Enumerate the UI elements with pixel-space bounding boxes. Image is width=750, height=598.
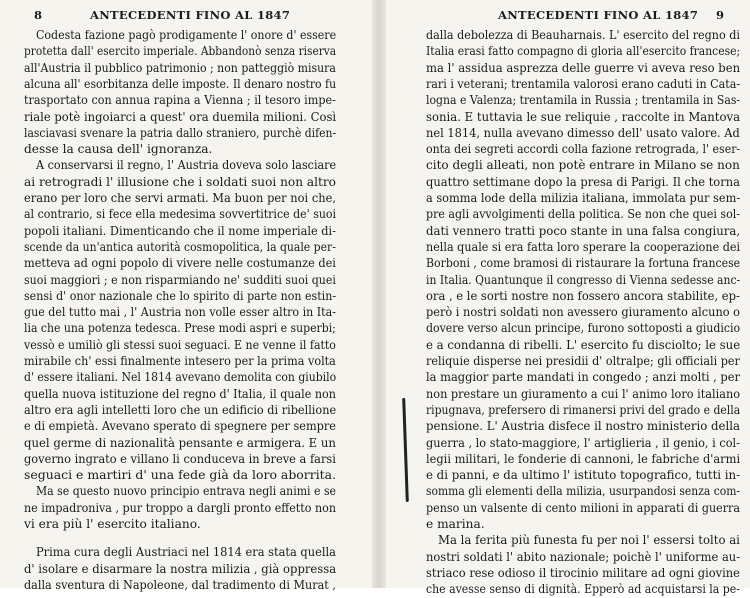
text-line: sonia. E tuttavia le sue reliquie , raccolte in Mantova bbox=[426, 109, 741, 124]
text-line: vessò e umiliò gli stessi suoi seguaci. E ne venne il fatto bbox=[24, 337, 336, 352]
text-line: in Italia. Quantunque il congresso di Vienna sedesse anc- bbox=[426, 272, 741, 287]
text-line: erano per loro che servi armati. Ma buon per noi che, bbox=[24, 191, 337, 205]
text-line: nella quale si era fatta loro sperare la cooperazione dei bbox=[426, 239, 741, 254]
text-line: penso un valsente di cento milioni in apparati di guerra bbox=[426, 500, 740, 515]
running-head: ANTECEDENTI FINO AL 1847 bbox=[498, 8, 699, 22]
text-line: al contrario, si fece ella medesima sovvertitrice de' suoi bbox=[24, 207, 337, 222]
text-line: Borboni , come bramosi di ristaurare la fortuna francese bbox=[426, 256, 741, 271]
text-line: guerra , lo stato-maggiore, l' artiglieria , il genio, i col- bbox=[426, 435, 741, 450]
text-line: nel 1814, nulla avevano dimesso dell' usato valore. Ad bbox=[426, 125, 740, 140]
text-line: però i nostri soldati non avessero giuramento alcuno o bbox=[426, 305, 741, 320]
text-line: ai retrogradi l' illusione che i soldati suoi non altro bbox=[24, 174, 336, 189]
text-line: striaco rese odioso il tirocinio militare ad ogni giovine bbox=[426, 565, 740, 580]
text-line: rari i veterani; trentamila valorosi erano caduti in Cata- bbox=[426, 76, 741, 91]
text-line: sensi d' onor nazionale che lo spirito di parte non estin- bbox=[24, 288, 337, 303]
text-line: e di empietà. Avevano sperato di spegnere per sempre bbox=[24, 419, 336, 434]
text-line: a somma lode della milizia italiana, immolata pur sem- bbox=[426, 191, 741, 205]
text-line: legii militari, le fonderie di cannoni, le fabriche d'armi bbox=[426, 451, 741, 466]
right-page bbox=[386, 0, 750, 597]
text-line: Prima cura degli Austriaci nel 1814 era stata quella bbox=[36, 545, 336, 560]
text-line: suoi maggiori ; e non risparmiando ne' sudditi suoi quei bbox=[24, 272, 336, 287]
text-line: popoli italiani. Dimenticando che il nome imperiale di- bbox=[24, 223, 336, 238]
text-line: pre agli avvolgimenti della politica. Se non che quei sol- bbox=[426, 207, 741, 222]
running-head: ANTECEDENTI FINO AL 1847 bbox=[90, 8, 291, 22]
text-line: Ma se questo nuovo principio entrava negli animi e se bbox=[36, 484, 337, 499]
text-line: la maggior parte mandati in congedo ; anzi molti , per bbox=[426, 370, 740, 385]
text-line: alcuna all' esorbitanza delle imposte. Il denaro nostro fu bbox=[24, 76, 337, 91]
text-line: quattro settimane dopo la presa di Parigi. Il che torna bbox=[426, 174, 740, 189]
left-page bbox=[0, 0, 372, 592]
text-line: dovere verso alcun principe, furono sottoposti a giudicio bbox=[426, 321, 741, 336]
text-line: riale potè ingoiarci a quest' ora duemila milioni. Così bbox=[24, 109, 337, 124]
text-line: lia che una potenza tedesca. Prese modi aspri e superbi; bbox=[24, 321, 336, 336]
text-line: somma gli elementi della milizia, usurpandosi senza com- bbox=[426, 484, 741, 499]
text-line: governo ingrato e villano li conduceva in breve a farsi bbox=[24, 451, 336, 466]
text-line: trasportato con annua rapina a Vienna ; il tesoro impe- bbox=[24, 93, 336, 108]
text-line: desse la causa dell' ignoranza. bbox=[24, 142, 213, 157]
text-line: pensione. L' Austria disfece il nostro ministerio della bbox=[426, 419, 740, 434]
text-line: dalla sventura di Napoleone, dal tradimento di Murat , bbox=[24, 577, 336, 592]
text-line: lasciavasi svenare la patria dallo straniero, purchè difen- bbox=[24, 125, 337, 140]
text-line: d' essere italiani. Nel 1814 avevano demolita con giubilo bbox=[24, 370, 337, 385]
text-line: d' isolare e disarmare la nostra milizia , già oppressa bbox=[24, 561, 337, 576]
text-line: e marina. bbox=[426, 517, 485, 531]
text-line: protetta dall' esercito imperiale. Abbandonò senza riserva bbox=[24, 44, 337, 59]
text-line: e di panni, e da ultimo l' istituto topografico, tutti in- bbox=[426, 468, 741, 483]
text-line: onta dei segreti accordi colla fazione retrograda, l' eser- bbox=[426, 142, 741, 157]
text-line: all'Austria il pubblico patrimonio ; non patteggiò misura bbox=[24, 60, 336, 75]
text-line: ripugnava, prefersero di rimanersi privi del grado e della bbox=[426, 402, 741, 417]
text-line: metteva ad ogni popolo di vivere nelle costumanze dei bbox=[24, 256, 336, 271]
page-number: 8 bbox=[34, 8, 43, 22]
text-line: ora , e le sorti nostre non fossero ancora stabilite, ep- bbox=[426, 288, 740, 303]
text-line: dati vennero tratti poco stante in una falsa congiura, bbox=[426, 223, 741, 238]
text-line: logna e Valenza; trentamila in Russia ; trentamila in Sas- bbox=[426, 93, 741, 108]
text-line: altro era agli intelletti loro che un edificio di ribellione bbox=[24, 402, 337, 417]
text-line: reliquie disperse nei presidii d' oltralpe; gli officiali per bbox=[426, 354, 740, 368]
text-line: ma l' assidua asprezza delle guerre vi aveva reso ben bbox=[426, 60, 741, 75]
text-line: nostri soldati l' abito nazionale; poichè l' uniforme au- bbox=[426, 549, 741, 564]
page-number: 9 bbox=[716, 8, 725, 22]
text-line: ne impadroniva , pur troppo a dargli pronto effetto non bbox=[24, 500, 337, 515]
text-line: non prestare un giuramento a cui l' animo loro italiano bbox=[426, 386, 741, 401]
book-gutter bbox=[372, 0, 386, 588]
text-line: e a condanna di ribelli. L' esercito fu disciolto; le sue bbox=[426, 337, 741, 352]
text-line: Ma la ferita più funesta fu per noi l' essersi tolto ai bbox=[438, 533, 740, 548]
text-line: cito degli alleati, non potè entrare in Milano se non bbox=[426, 158, 740, 173]
text-line: gue del tutto mai , l' Austria non volle esser altro in Ita- bbox=[24, 305, 336, 320]
text-line: Italia erasi fatto compagno di gloria all'esercito francese; bbox=[426, 44, 741, 59]
text-line: scende da un'antica autorità cosmopolitica, la quale per- bbox=[24, 239, 336, 254]
text-line: A conservarsi il regno, l' Austria doveva solo lasciare bbox=[36, 158, 337, 173]
text-line: che avesse senso di dignità. Epperò ad acquistarsi la pe- bbox=[426, 582, 740, 597]
text-line: quella nuova istituzione del regno d' Italia, il quale non bbox=[24, 386, 336, 401]
text-line: Codesta fazione pagò prodigamente l' onore d' essere bbox=[36, 28, 337, 42]
text-line: dalla debolezza di Beauharnais. L' esercito del regno di bbox=[426, 28, 740, 42]
text-line: vi era più l' esercito italiano. bbox=[24, 517, 201, 531]
text-line: seguaci e martiri d' una fede già da loro aborrita. bbox=[24, 468, 337, 483]
text-line: mirabile ch' essi finalmente intesero per la prima volta bbox=[24, 354, 336, 368]
text-line: quel germe di nazionalità pensante e armigera. E un bbox=[24, 435, 336, 450]
